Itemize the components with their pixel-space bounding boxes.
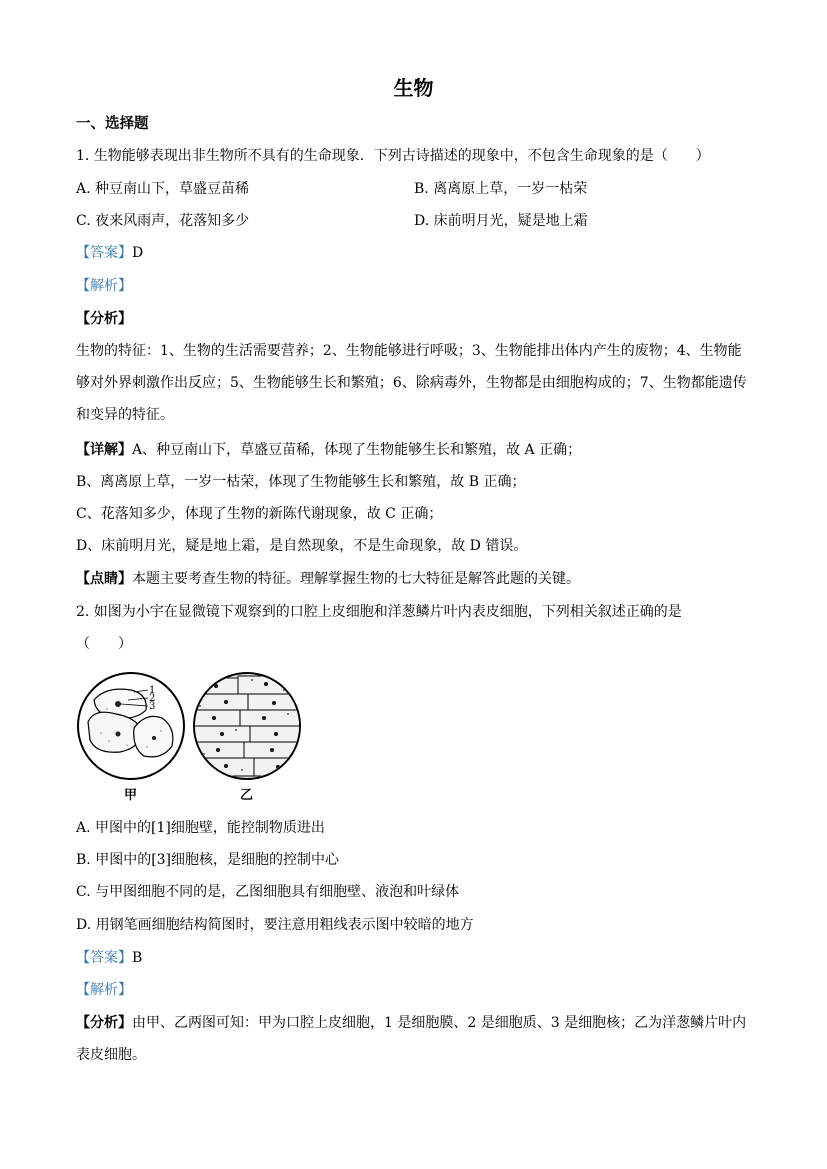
q1-fenxi-text: 生物的特征：1、生物的生活需要营养；2、生物能够进行呼吸；3、生物能排出体内产生的废物；4、生物能够对外界刺激作出反应；5、生物能够生长和繁殖；6、除病毒外，生物都是由细胞构成的；7、生物都能遗传和变异的特征。 <box>76 343 747 423</box>
q2-fenxi <box>76 1007 752 1071</box>
q2-option-c: C. 与甲图细胞不同的是，乙图细胞具有细胞壁、液泡和叶绿体 <box>76 884 460 900</box>
q1-detail-tag: 【详解】 <box>76 442 132 458</box>
q2-stem-line2: （ ） <box>76 636 132 652</box>
q1-comment-text: 本题主要考查生物的特征。理解掌握生物的七大特征是解答此题的关键。 <box>132 571 580 587</box>
q2-option-b: B. 甲图中的[3]细胞核，是细胞的控制中心 <box>76 852 340 868</box>
figure-label-jia: 甲 <box>124 788 138 803</box>
q1-option-d: D. 床前明月光，疑是地上霜 <box>414 213 588 229</box>
q2-answer-value: B <box>132 950 143 966</box>
page-title: 生物 <box>393 76 434 100</box>
cheek-cell-view <box>78 673 184 779</box>
label-3: 3 <box>149 701 156 712</box>
q1-detail-c: C、花落知多少，体现了生物的新陈代谢现象，故 C 正确； <box>76 506 443 522</box>
q1-stem: 1. 生物能够表现出非生物所不具有的生命现象．下列古诗描述的现象中，不包含生命现象的是（ ） <box>76 148 710 164</box>
q2-answer <box>76 949 142 967</box>
q1-fenxi-tag: 【分析】 <box>76 311 132 327</box>
q1-answer <box>76 244 143 262</box>
q2-stem-line1: 2. 如图为小宇在显微镜下观察到的口腔上皮细胞和洋葱鳞片叶内表皮细胞，下列相关叙述正确的是 <box>76 604 682 620</box>
onion-cell-view <box>188 673 302 779</box>
q2-figure <box>76 670 306 803</box>
label-1: 1 <box>149 685 156 696</box>
q1-answer-value: D <box>132 245 144 261</box>
q1-answer-tag: 【答案】 <box>76 245 132 261</box>
q1-analysis-tag: 【解析】 <box>76 278 132 294</box>
q2-option-d: D. 用钢笔画细胞结构简图时，要注意用粗线表示图中较暗的地方 <box>76 917 474 933</box>
label-2: 2 <box>149 693 156 704</box>
q1-detail-a-text: A、种豆南山下，草盛豆苗稀，体现了生物能够生长和繁殖，故 A 正确； <box>132 442 582 458</box>
q1-comment-tag: 【点睛】 <box>76 571 132 587</box>
q2-answer-tag: 【答案】 <box>76 950 132 966</box>
q1-detail-d: D、床前明月光，疑是地上霜，是自然现象，不是生命现象，故 D 错误。 <box>76 538 528 554</box>
q1-option-c: C. 夜来风雨声，花落知多少 <box>76 213 250 229</box>
q2-fenxi-text: 由甲、乙两图可知：甲为口腔上皮细胞，1 是细胞膜、2 是细胞质、3 是细胞核；乙为洋葱鳞片叶内表皮细胞。 <box>76 1015 747 1063</box>
q1-option-b: B. 离离原上草，一岁一枯荣 <box>414 181 588 197</box>
q2-fenxi-tag: 【分析】 <box>76 1015 132 1031</box>
figure-label-yi: 乙 <box>240 788 254 803</box>
q1-detail-b: B、离离原上草，一岁一枯荣，体现了生物能够生长和繁殖，故 B 正确； <box>76 474 526 490</box>
section-heading: 一、选择题 <box>76 116 149 132</box>
q1-detail-a <box>76 441 581 459</box>
q2-analysis-tag: 【解析】 <box>76 982 132 998</box>
q1-comment <box>76 570 580 588</box>
q2-option-a: A. 甲图中的[1]细胞壁，能控制物质进出 <box>76 820 325 836</box>
q1-option-a: A. 种豆南山下，草盛豆苗稀 <box>76 181 250 197</box>
cell-diagram <box>76 670 306 782</box>
